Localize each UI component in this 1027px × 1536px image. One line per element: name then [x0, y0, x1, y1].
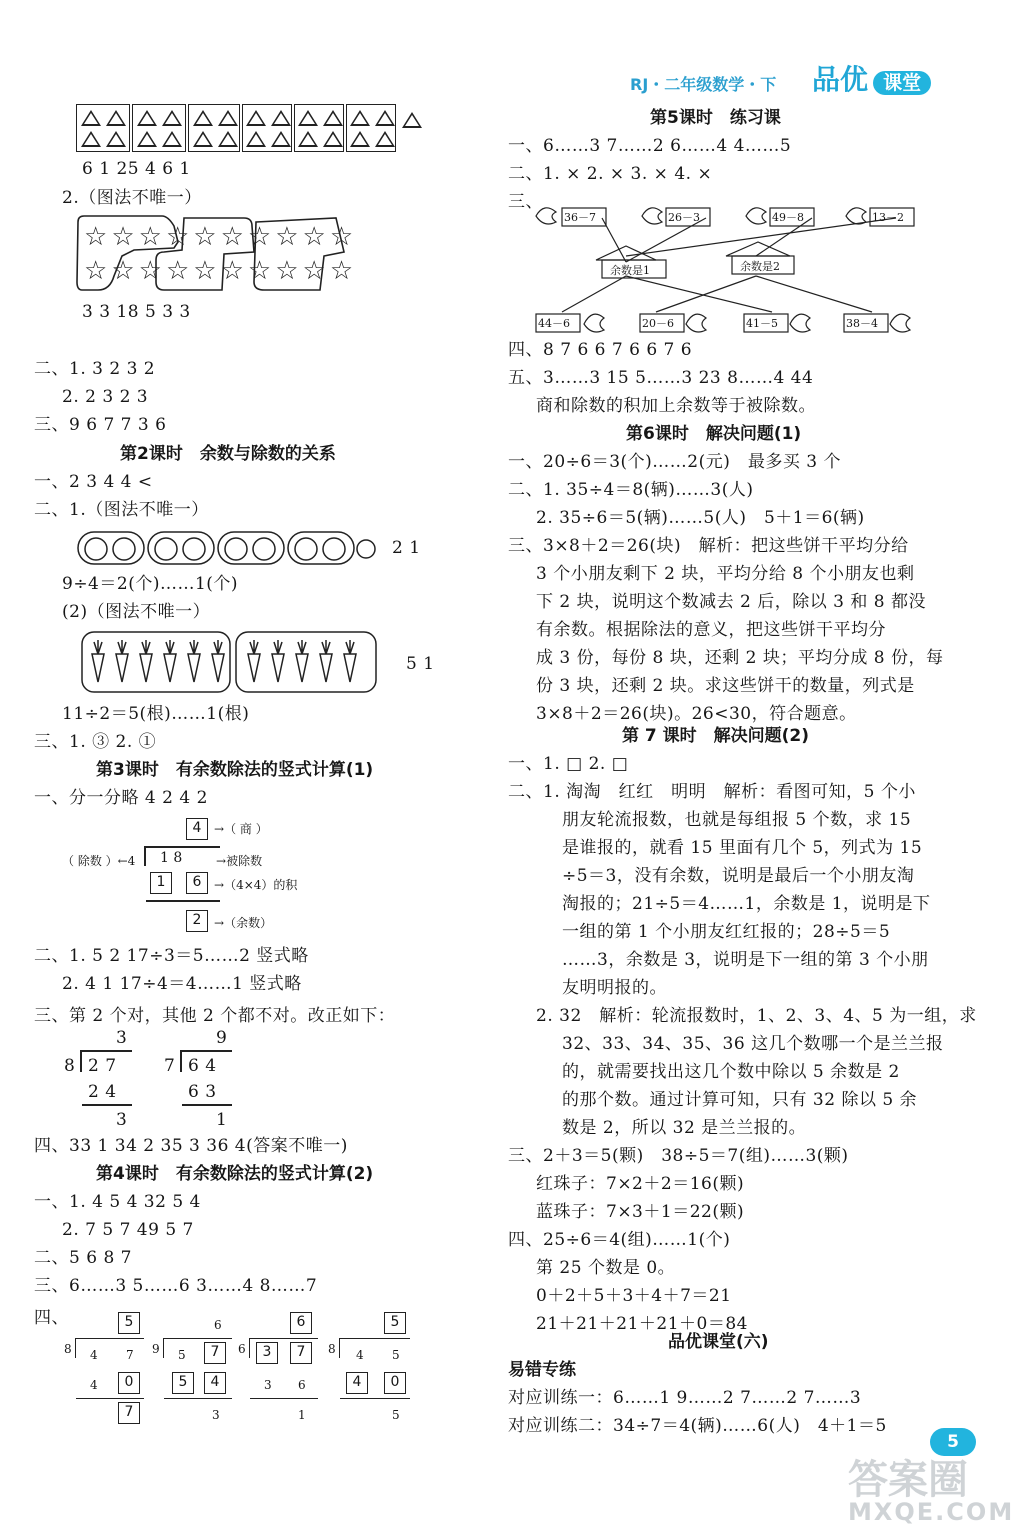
carrot-groups	[80, 628, 400, 696]
triangle-group-4	[242, 104, 292, 152]
divisor-label: （ 除数 ）←4	[62, 854, 136, 868]
l7-answer-2-2-line1: 2. 32 解析：轮流报数时，1、2、3、4、5 为一组，求	[536, 1006, 977, 1026]
star-icon: ☆	[247, 256, 276, 286]
triangle-icon	[162, 131, 182, 147]
fix1-bracket	[80, 1050, 82, 1072]
l4d1-bar	[76, 1338, 144, 1339]
l2-answer-2-2: (2)（图法不唯一）	[62, 602, 211, 622]
l2-answer-2-1: 二、1.（图法不唯一）	[34, 500, 209, 520]
l4d1-remainder-box: 7	[118, 1402, 140, 1424]
star-icon: ☆	[138, 256, 166, 286]
l7-answer-2-1-line2: 朋友轮流报数，也就是每组报 5 个数，求 15	[562, 810, 912, 830]
star-icon: ☆	[329, 256, 358, 286]
triangle-group-6	[346, 104, 396, 152]
l4d3-sub-line	[250, 1398, 318, 1399]
product-label: →（4×4）的积	[214, 878, 298, 892]
triangle-icon	[246, 131, 266, 147]
l6-answer-3-line5: 成 3 份，每份 8 块，还剩 2 块；平均分成 8 份，每	[536, 648, 944, 668]
l3-answer-3: 三、第 2 个对，其他 2 个都不对。改正如下：	[34, 1006, 396, 1026]
triangle-group-2	[132, 104, 186, 152]
lesson-2-title: 第2课时 余数与除数的关系	[120, 444, 336, 464]
quotient-box: 4	[186, 818, 208, 840]
triangle-icon	[350, 110, 370, 126]
star-answer-numbers: 3 3 18 5 3 3	[82, 302, 191, 322]
l4d3-dividend-tens-box: 3	[256, 1342, 278, 1364]
triangle-icon	[375, 131, 395, 147]
triangle-icon	[323, 110, 343, 126]
l7-answer-4-line3: 0＋2＋5＋3＋4＋7＝21	[536, 1286, 732, 1306]
triangle-icon	[271, 110, 291, 126]
l4d3-remainder: 1	[298, 1408, 306, 1422]
l5-answer-5-note: 商和除数的积加上余数等于被除数。	[536, 396, 816, 416]
answer-2-2: 2. 2 3 2 3	[62, 387, 149, 407]
bird-top-1: 36－7	[564, 211, 596, 224]
triangle-icon	[323, 131, 343, 147]
l4d3-dividend-ones-box: 7	[290, 1342, 312, 1364]
l4d2-dividend-tens: 5	[178, 1348, 186, 1362]
l4d4-dividend-tens: 4	[356, 1348, 364, 1362]
triangle-icon	[298, 131, 318, 147]
l4d1-dividend-ones: 7	[126, 1348, 134, 1362]
l6-answer-1: 一、20÷6＝3(个)……2(元) 最多买 3 个	[508, 452, 841, 472]
l4d2-bar	[164, 1338, 232, 1339]
l7-answer-2-1-line3: 是谁报的，就看 15 里面有几个 5，列式为 15	[562, 838, 923, 858]
l6-answer-2-2: 2. 35÷6＝5(辆)……5(人) 5＋1＝6(辆)	[536, 508, 865, 528]
page-number: 5	[930, 1428, 976, 1456]
triangle-icon	[218, 131, 238, 147]
l4d1-sub-line	[76, 1398, 144, 1399]
star-icon: ☆	[302, 222, 330, 252]
l6-answer-3-line6: 份 3 块，还剩 2 块。求这些饼干的数量，列式是	[536, 676, 915, 696]
l7-answer-4-line4: 21＋21＋21＋21＋0＝84	[536, 1314, 748, 1334]
yicuo-label: 易错专练	[508, 1360, 576, 1380]
star-row-2	[84, 258, 357, 284]
l7-answer-4-line1: 四、25÷6＝4(组)……1(个)	[508, 1230, 731, 1250]
triangle-group-1	[76, 104, 130, 152]
star-icon: ☆	[247, 222, 276, 252]
star-icon: ☆	[302, 256, 330, 286]
house-remainder-2: 余数是2	[740, 260, 780, 273]
l4-answer-2: 二、5 6 8 7	[34, 1248, 132, 1268]
triangle-icon	[218, 110, 238, 126]
answer-2-1: 二、1. 3 2 3 2	[34, 359, 156, 379]
product-box-2: 6	[186, 872, 208, 894]
star-icon: ☆	[138, 222, 166, 252]
l4d4-quotient-box: 5	[384, 1312, 406, 1334]
l4d1-product-tens: 4	[90, 1378, 98, 1392]
bird-bottom-3: 41－5	[746, 317, 778, 330]
house-remainder-1: 余数是1	[610, 264, 650, 277]
fix1-product: 2 4	[88, 1082, 117, 1102]
fix1-bar	[82, 1050, 132, 1052]
star-icon: ☆	[84, 256, 112, 286]
l4d4-product-tens-box: 4	[346, 1372, 368, 1394]
l4d1-quotient: 5	[118, 1312, 140, 1334]
l7-answer-2-1-line6: 一组的第 1 个小朋友红红报的；28÷5＝5	[562, 922, 891, 942]
brand-badge: 课堂	[873, 71, 931, 95]
star-icon: ☆	[84, 222, 112, 252]
triangle-group-5	[294, 104, 344, 152]
fix1-quotient: 3	[116, 1028, 128, 1048]
answer-3: 三、9 6 7 7 3 6	[34, 415, 167, 435]
star-row-1	[84, 224, 357, 250]
l4d1-bracket	[75, 1338, 76, 1358]
triangle-icon	[137, 110, 157, 126]
triangle-icon	[350, 131, 370, 147]
bird-top-3: 49－8	[772, 211, 804, 224]
lesson-5-title: 第5课时 练习课	[650, 108, 781, 128]
l4d4-sub-line	[340, 1398, 410, 1399]
l4d4-dividend-ones: 5	[392, 1348, 400, 1362]
l6-answer-2-1: 二、1. 35÷4＝8(辆)……3(人)	[508, 480, 754, 500]
triangle-icon	[298, 110, 318, 126]
l3-answer-1: 一、分一分略 4 2 4 2	[34, 788, 208, 808]
triangle-icon	[137, 131, 157, 147]
l4d2-product-tens-box: 5	[172, 1372, 194, 1394]
lesson-7-title: 第 7 课时 解决问题(2)	[622, 726, 810, 746]
subtraction-line	[146, 900, 220, 902]
l7-answer-4-line2: 第 25 个数是 0。	[536, 1258, 676, 1278]
l4d4-remainder: 5	[392, 1408, 400, 1422]
triangle-icon	[271, 131, 291, 147]
l6-answer-3-line7: 3×8＋2＝26(块)。26<30，符合题意。	[536, 704, 857, 724]
l7-answer-3-line1: 三、2＋3＝5(颗) 38÷5＝7(组)……3(颗)	[508, 1146, 849, 1166]
l7-answer-1: 一、1. □ 2. □	[508, 754, 629, 774]
star-icon: ☆	[220, 256, 248, 286]
l7-answer-2-1-line4: ÷5＝3，没有余数，说明是最后一个小朋友淘	[562, 866, 915, 886]
series-label: RJ・二年级数学・下	[630, 75, 777, 94]
remainder-label: →（余数）	[214, 916, 273, 930]
brand-logo	[812, 58, 931, 98]
product-box-1: 1	[150, 872, 172, 894]
l4d2-divisor: 9	[152, 1342, 160, 1356]
l4d3-divisor: 6	[238, 1342, 246, 1356]
l4-answer-1-1: 一、1. 4 5 4 32 5 4	[34, 1192, 201, 1212]
l6-answer-3-line1: 三、3×8＋2＝26(块) 解析：把这些饼干平均分给	[508, 536, 909, 556]
l4d3-product-tens: 3	[264, 1378, 272, 1392]
l4d2-sub-line	[164, 1398, 232, 1399]
training-1: 对应训练一：6……1 9……2 7……2 7……3	[508, 1388, 862, 1408]
l3-answer-4: 四、33 1 34 2 35 3 36 4(答案不唯一)	[34, 1136, 348, 1156]
l4d3-bar	[250, 1338, 318, 1339]
quotient-label: →（ 商 ）	[214, 822, 268, 836]
watermark-url: MXQE.COM	[848, 1498, 1015, 1526]
star-icon: ☆	[193, 256, 221, 286]
l2-answer-1: 一、2 3 4 4 <	[34, 472, 153, 492]
fix1-remainder: 3	[116, 1110, 128, 1130]
l4d4-divisor: 8	[328, 1342, 336, 1356]
fix1-sub-line	[82, 1104, 132, 1106]
star-icon: ☆	[275, 222, 303, 252]
bird-top-4: 13－2	[872, 211, 904, 224]
triangle-icon	[162, 110, 182, 126]
l5-answer-5: 五、3……3 15 5……3 23 8……4 44	[508, 368, 814, 388]
star-icon: ☆	[220, 222, 248, 252]
l7-answer-2-1-line1: 二、1. 淘淘 红红 明明 解析：看图可知，5 个小	[508, 782, 916, 802]
l4-answer-1-2: 2. 7 5 7 49 5 7	[62, 1220, 194, 1240]
bird-bottom-2: 20－6	[642, 317, 674, 330]
bird-bottom-4: 38－4	[846, 317, 878, 330]
l4d4-product-ones-box: 0	[384, 1372, 406, 1394]
star-icon: ☆	[275, 256, 303, 286]
l7-answer-2-1-line8: 友明明报的。	[562, 978, 667, 998]
l3-answer-2-2: 2. 4 1 17÷4＝4……1 竖式略	[62, 974, 302, 994]
apple-groups	[76, 528, 376, 568]
triangle-icon	[375, 110, 395, 126]
triangle-icon	[246, 110, 266, 126]
l4-answer-4-label: 四、	[34, 1308, 69, 1328]
triangle-icon	[193, 131, 213, 147]
lesson-6-title: 第6课时 解决问题(1)	[626, 424, 802, 444]
l3-answer-2-1: 二、1. 5 2 17÷3＝5……2 竖式略	[34, 946, 309, 966]
fix2-quotient: 9	[216, 1028, 228, 1048]
l2-answer-3: 三、1. ③ 2. ①	[34, 732, 157, 752]
remainder-box: 2	[186, 910, 208, 932]
watermark-logo: 答案圈	[848, 1457, 968, 1503]
triangle-group-3	[188, 104, 240, 152]
fix2-bracket	[180, 1050, 182, 1072]
fix2-divisor: 7	[164, 1056, 176, 1076]
triangle-answer-numbers: 6 1 25 4 6 1	[82, 159, 191, 179]
l5-answer-2: 二、1. × 2. × 3. × 4. ×	[508, 164, 713, 184]
l4d4-bracket	[339, 1338, 340, 1358]
triangle-icon	[81, 110, 101, 126]
l5-answer-1: 一、6……3 7……2 6……4 4……5	[508, 136, 792, 156]
pinyou-section-title: 品优课堂(六)	[668, 1332, 769, 1352]
dividend-digits: 1 8	[160, 850, 183, 866]
l2-equation-1: 9÷4＝2(个)……1(个)	[62, 574, 239, 594]
fix2-bar	[182, 1050, 232, 1052]
l4d1-product-ones-box: 0	[118, 1372, 140, 1394]
triangle-icon	[193, 110, 213, 126]
l7-answer-2-2-line3: 的，就需要找出这几个数中除以 5 余数是 2	[562, 1062, 900, 1082]
star-icon: ☆	[165, 256, 194, 286]
fix2-remainder: 1	[216, 1110, 228, 1130]
l7-answer-3-line3: 蓝珠子：7×3＋1＝22(颗)	[536, 1202, 745, 1222]
triangle-icon	[402, 112, 422, 128]
apple-answer-numbers: 2 1	[392, 538, 421, 558]
triangle-icon	[106, 110, 126, 126]
l2-equation-2: 11÷2＝5(根)……1(根)	[62, 704, 250, 724]
dividend-label: →被除数	[216, 854, 263, 868]
lesson-3-title: 第3课时 有余数除法的竖式计算(1)	[96, 760, 374, 780]
l7-answer-2-1-line7: ……3，余数是 3，说明是下一组的第 3 个小朋	[562, 950, 929, 970]
l7-answer-2-2-line5: 数是 2，所以 32 是兰兰报的。	[562, 1118, 807, 1138]
triangle-icon	[106, 131, 126, 147]
brand-main: 品优	[812, 63, 869, 96]
star-icon: ☆	[329, 222, 358, 252]
fix2-dividend: 6 4	[188, 1056, 217, 1076]
lesson-4-title: 第4课时 有余数除法的竖式计算(2)	[96, 1164, 374, 1184]
bird-bottom-1: 44－6	[538, 317, 570, 330]
carrot-answer-numbers: 5 1	[406, 654, 435, 674]
fix2-product: 6 3	[188, 1082, 217, 1102]
l4d1-dividend-tens: 4	[90, 1348, 98, 1362]
triangle-icon	[81, 131, 101, 147]
division-bar	[146, 846, 220, 848]
division-bracket	[144, 846, 146, 866]
l5-answer-3-label: 三、	[508, 192, 543, 212]
l4d3-bracket	[249, 1338, 250, 1358]
l6-answer-3-line4: 有余数。根据除法的意义，把这些饼干平均分	[536, 620, 886, 640]
l4d2-quotient: 6	[214, 1318, 222, 1332]
l4d2-bracket	[163, 1338, 164, 1358]
l4d2-dividend-ones-box: 7	[204, 1342, 226, 1364]
training-2: 对应训练二：34÷7＝4(辆)……6(人) 4＋1＝5	[508, 1416, 887, 1436]
bird-top-2: 26－3	[668, 211, 700, 224]
l7-answer-2-2-line2: 32、33、34、35、36 这几个数哪一个是兰兰报	[562, 1034, 944, 1054]
l4d2-remainder: 3	[212, 1408, 220, 1422]
star-icon: ☆	[111, 256, 139, 286]
fix1-dividend: 2 7	[88, 1056, 117, 1076]
l7-answer-3-line2: 红珠子：7×2＋2＝16(颗)	[536, 1174, 745, 1194]
star-icon: ☆	[193, 222, 221, 252]
l4d3-product-ones: 6	[298, 1378, 306, 1392]
l4d2-product-ones-box: 4	[204, 1372, 226, 1394]
fix2-sub-line	[182, 1104, 232, 1106]
l4d1-divisor: 8	[64, 1342, 72, 1356]
star-icon: ☆	[111, 222, 139, 252]
l7-answer-2-1-line5: 淘报的；21÷5＝4……1，余数是 1，说明是下	[562, 894, 931, 914]
l5-answer-4: 四、8 7 6 6 7 6 6 7 6	[508, 340, 693, 360]
l4-answer-3: 三、6……3 5……6 3……4 8……7	[34, 1276, 318, 1296]
q2-label: 2.（图法不唯一）	[62, 188, 202, 208]
fix1-divisor: 8	[64, 1056, 76, 1076]
l7-answer-2-2-line4: 的那个数。通过计算可知，只有 32 除以 5 余	[562, 1090, 918, 1110]
l4d3-quotient-box: 6	[290, 1312, 312, 1334]
l4d4-bar	[340, 1338, 410, 1339]
l6-answer-3-line3: 下 2 块，说明这个数减去 2 后，除以 3 和 8 都没	[536, 592, 926, 612]
star-icon: ☆	[165, 222, 194, 252]
l6-answer-3-line2: 3 个小朋友剩下 2 块，平均分给 8 个小朋友也剩	[536, 564, 915, 584]
